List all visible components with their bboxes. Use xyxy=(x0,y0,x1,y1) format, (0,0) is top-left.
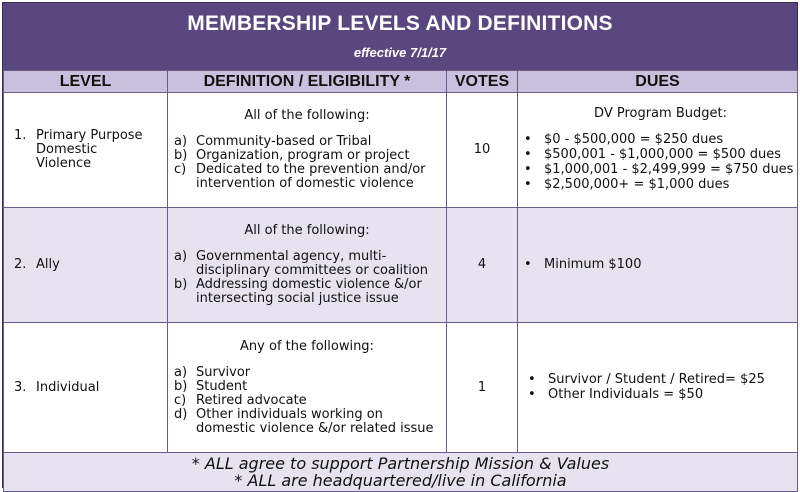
dues-cell xyxy=(518,323,798,453)
footer-notes xyxy=(4,453,798,492)
column-header-votes: VOTES xyxy=(447,71,518,93)
item-marker: d) xyxy=(174,406,188,422)
list-item xyxy=(174,135,440,149)
item-marker: b) xyxy=(174,378,188,394)
level-name: Primary Purpose Domestic Violence xyxy=(36,128,143,171)
level-number: 1. xyxy=(14,128,27,143)
dues-cell xyxy=(518,208,798,323)
list-item xyxy=(524,148,797,162)
bullet-icon: • xyxy=(524,162,532,177)
item-text: Retired advocate xyxy=(196,392,307,408)
item-text: Student xyxy=(196,378,248,394)
table-row xyxy=(4,93,798,208)
list-item xyxy=(524,258,797,272)
level-name: Individual xyxy=(36,379,100,395)
list-item xyxy=(174,394,440,408)
column-header-level: LEVEL xyxy=(4,71,168,93)
definition-intro: All of the following: xyxy=(244,108,370,123)
membership-document xyxy=(2,2,798,488)
item-text: Survivor xyxy=(196,364,251,380)
list-item xyxy=(524,163,797,177)
footer-note-mission: * ALL agree to support Partnership Mission & Values xyxy=(191,454,610,473)
footer-row xyxy=(4,453,798,492)
list-item xyxy=(528,388,797,402)
list-item xyxy=(524,178,797,192)
item-marker: c) xyxy=(174,162,187,177)
dues-text: $1,000,001 - $2,499,999 = $750 dues xyxy=(544,162,794,177)
list-item xyxy=(174,380,440,394)
footer-note-california: * ALL are headquartered/live in California xyxy=(234,471,567,490)
list-item xyxy=(174,250,440,278)
item-marker: b) xyxy=(174,148,188,163)
definition-cell xyxy=(168,208,447,323)
level-cell xyxy=(4,323,168,453)
dues-text: $0 - $500,000 = $250 dues xyxy=(544,132,724,147)
dues-heading: DV Program Budget: xyxy=(594,106,727,121)
level-name: Ally xyxy=(36,257,60,272)
votes-cell: 10 xyxy=(447,93,518,208)
dues-text: $2,500,000+ = $1,000 dues xyxy=(544,177,730,192)
dues-text: Survivor / Student / Retired= $25 xyxy=(548,372,765,387)
table-row xyxy=(4,208,798,323)
votes-cell: 1 xyxy=(447,323,518,453)
dues-text: $500,001 - $1,000,000 = $500 dues xyxy=(544,147,782,162)
bullet-icon: • xyxy=(528,372,536,387)
dues-text: Minimum $100 xyxy=(544,257,642,272)
item-text: Community-based or Tribal xyxy=(196,134,372,149)
item-marker: c) xyxy=(174,392,187,408)
bullet-icon: • xyxy=(524,177,532,192)
list-item xyxy=(174,366,440,380)
column-header-dues: DUES xyxy=(518,71,798,93)
item-marker: b) xyxy=(174,277,188,292)
column-header-definition: DEFINITION / ELIGIBILITY * xyxy=(168,71,447,93)
list-item xyxy=(174,278,440,306)
list-item xyxy=(174,408,440,436)
definition-cell xyxy=(168,323,447,453)
list-item xyxy=(174,149,440,163)
votes-cell: 4 xyxy=(447,208,518,323)
definition-intro: All of the following: xyxy=(244,223,370,238)
list-item xyxy=(524,133,797,147)
table-row xyxy=(4,323,798,453)
bullet-icon: • xyxy=(524,257,532,272)
item-marker: a) xyxy=(174,364,188,380)
item-text: Other individuals working on domestic violence &/or related issue xyxy=(196,406,434,436)
list-item xyxy=(174,163,440,191)
dues-cell xyxy=(518,93,798,208)
level-cell xyxy=(4,93,168,208)
definition-intro: Any of the following: xyxy=(240,338,374,354)
effective-date: effective 7/1/17 xyxy=(353,45,447,60)
item-marker: a) xyxy=(174,134,188,149)
dues-text: Other Individuals = $50 xyxy=(548,387,704,402)
bullet-icon: • xyxy=(524,147,532,162)
item-marker: a) xyxy=(174,249,188,264)
item-text: Addressing domestic violence &/or intersecting social justice issue xyxy=(196,277,422,306)
item-text: Governmental agency, multi-disciplinary committees or coalition xyxy=(196,249,429,278)
level-number: 3. xyxy=(14,379,27,395)
definition-cell xyxy=(168,93,447,208)
level-cell xyxy=(4,208,168,323)
item-text: Organization, program or project xyxy=(196,148,410,163)
item-text: Dedicated to the prevention and/or intervention of domestic violence xyxy=(196,162,426,191)
list-item xyxy=(528,373,797,387)
title-banner xyxy=(3,3,797,70)
bullet-icon: • xyxy=(524,132,532,147)
bullet-icon: • xyxy=(528,387,536,402)
table-header-row xyxy=(4,71,798,93)
membership-table xyxy=(3,70,798,492)
page-title: MEMBERSHIP LEVELS AND DEFINITIONS xyxy=(187,12,613,35)
level-number: 2. xyxy=(14,257,27,272)
